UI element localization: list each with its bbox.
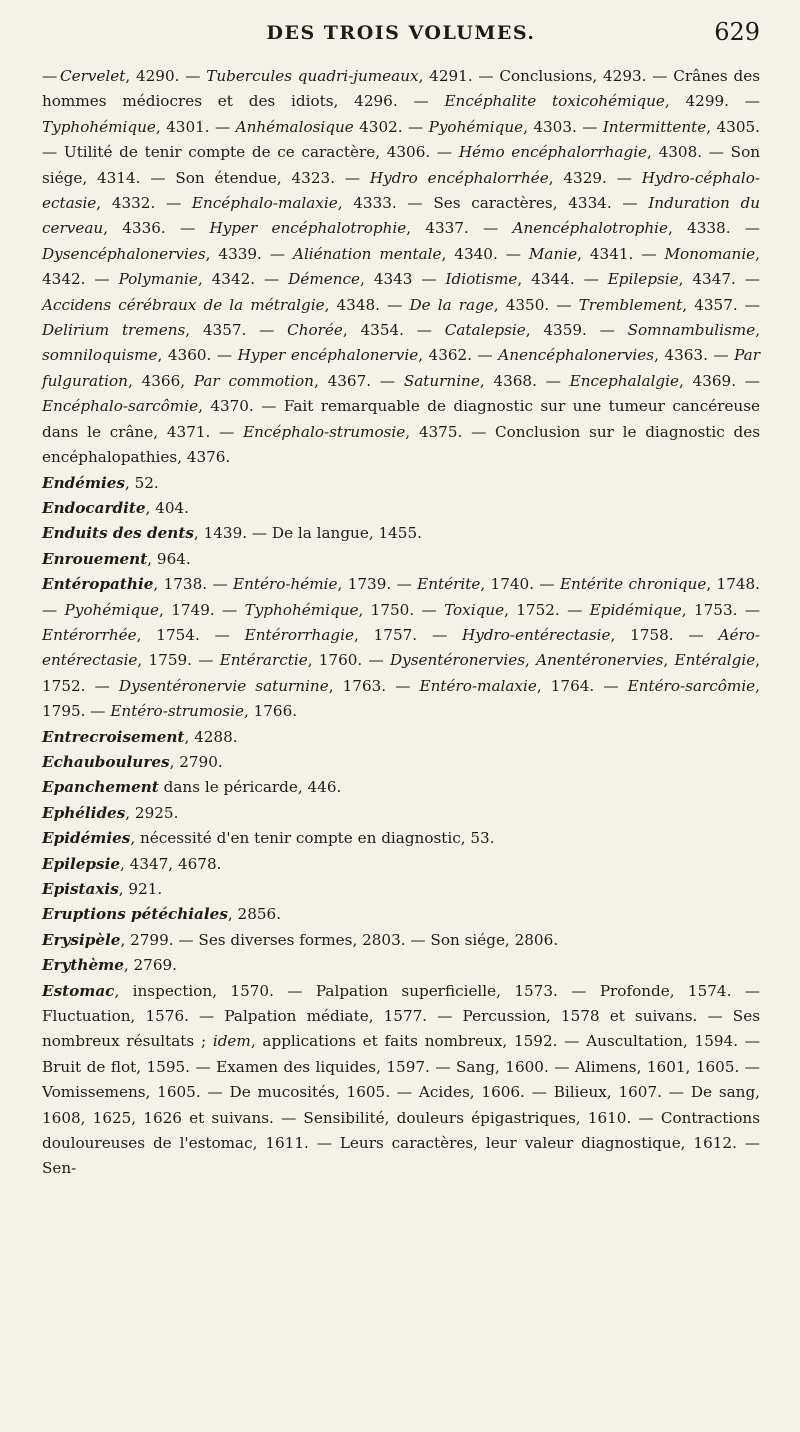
entry-subterm: Saturnine — [403, 371, 480, 390]
entry-text: , 1766. — [243, 702, 298, 721]
entry-headword: Echauboulures — [42, 752, 170, 771]
entry-subterm: idem — [212, 1032, 251, 1051]
entry-subterm: Polymanie — [118, 270, 198, 289]
entry-headword: Estomac — [42, 981, 115, 1000]
index-entry — [42, 801, 760, 826]
entry-text: , 1795. — — [42, 676, 760, 721]
entry-text: , — [755, 321, 761, 340]
index-entry — [42, 471, 760, 496]
entry-text: , 1757. — — [353, 625, 462, 644]
page-header — [42, 0, 760, 64]
entry-headword: Enduits des dents — [42, 524, 194, 543]
entry-text: , 4344. — — [517, 270, 608, 289]
entry-text: , 1752. — — [504, 600, 590, 619]
entry-subterm: Hémo encéphalorrhagie — [458, 143, 648, 162]
entry-subterm: Typhohémique — [42, 117, 156, 136]
entry-subterm: Toxique — [444, 600, 505, 619]
index-entry — [42, 826, 760, 851]
index-entry — [42, 852, 760, 877]
entry-text: , 4339. — — [205, 244, 293, 263]
entry-subterm: Dysentéronervies — [389, 651, 526, 670]
entry-subterm: Accidens cérébraux de la métralgie — [42, 295, 325, 314]
entry-text: , 4368. — — [479, 371, 570, 390]
entry-text: , 1764. — — [536, 676, 628, 695]
entry-text: , 1752. — — [42, 651, 761, 695]
entry-subterm: Idiotisme — [445, 270, 518, 289]
entry-subterm: Epilepsie — [607, 270, 679, 289]
entry-text: , 4348. — — [324, 295, 410, 314]
entry-text: , 1763. — — [328, 676, 420, 695]
entry-text: , 1760. — — [307, 651, 390, 670]
entry-text: , — [663, 651, 675, 670]
entry-subterm: Pyohémique — [428, 117, 524, 136]
index-entry — [42, 572, 760, 724]
index-entry — [42, 521, 760, 546]
entry-text: , 4360. — — [157, 346, 238, 365]
entry-text: , 2769. — [123, 956, 177, 975]
entry-text: , 4342. — — [42, 244, 760, 289]
entry-text: , — [525, 651, 537, 670]
entry-subterm: Cervelet — [60, 67, 126, 85]
entry-subterm: Aéro-entérectasie — [42, 625, 760, 670]
entry-subterm: Encéphalite toxicohémique — [444, 92, 665, 111]
entry-text: , nécessité d'en tenir compte en diagnostic, 53. — [130, 829, 495, 848]
index-entry — [42, 750, 760, 775]
entry-text: , 1758. — — [610, 625, 719, 644]
entry-subterm: Entéro-hémie — [233, 575, 338, 594]
index-entry — [42, 496, 760, 521]
entry-text: , 4291. — Conclusions, 4293. — Crânes des hommes médiocres et des idiots, 4296. — — [42, 67, 760, 111]
entry-text: , 4354. — — [342, 321, 445, 340]
entry-subterm: Entérite chronique — [559, 575, 707, 594]
continuation-dash: — — [42, 67, 58, 85]
index-entry — [42, 928, 760, 953]
entry-subterm: Anhémalosique — [235, 117, 354, 136]
entry-subterm: Hyper encéphalotrophie — [209, 219, 407, 238]
entry-text: , 1748. — — [42, 575, 761, 619]
entry-text: , 1754. — — [136, 625, 245, 644]
index-entry — [42, 953, 760, 978]
entry-text: , 4357. — — [682, 295, 760, 314]
entry-subterm: Démence — [288, 270, 361, 289]
entry-text: , 964. — [147, 549, 191, 568]
entry-subterm: Dysencéphalonervies — [42, 244, 206, 263]
entry-text: , 4369. — — [678, 371, 760, 390]
entry-text: , 4288. — [184, 727, 238, 746]
entry-text: , 2799. — Ses diverses formes, 2803. — Son siége, 2806. — [120, 930, 559, 949]
entry-headword: Entrecroisement — [42, 727, 185, 746]
entry-text: , 4301. — — [155, 117, 236, 136]
index-entry — [42, 725, 760, 750]
index-entry — [42, 979, 760, 1182]
entry-subterm: Somnambulisme — [627, 321, 756, 340]
entry-headword: Erythème — [42, 956, 124, 975]
entry-subterm: Entéro-sarcômie — [627, 676, 756, 695]
index-entry — [42, 877, 760, 902]
entry-text: , 4343 — — [360, 270, 446, 289]
entry-subterm: Manie — [528, 244, 578, 263]
entry-text: , 4303. — — [523, 117, 603, 136]
entry-text: , 4299. — — [664, 92, 760, 111]
entry-subterm: Pyohémique — [64, 600, 160, 619]
entry-subterm: Intermittente — [602, 117, 707, 136]
entry-subterm: Hyper encéphalonervie — [237, 346, 419, 365]
page-number: 629 — [714, 18, 760, 46]
entry-subterm: Par commotion — [193, 371, 314, 390]
entry-text: dans le péricarde, 446. — [158, 778, 342, 797]
entry-subterm: Entérarctie — [219, 651, 308, 670]
index-entry — [42, 775, 760, 800]
entry-subterm: De la rage — [409, 295, 494, 314]
entry-subterm: Aliénation mentale — [292, 244, 442, 263]
entry-text: , 4359. — — [525, 321, 628, 340]
entry-headword: Endémies — [42, 473, 125, 492]
entry-subterm: Encéphalo-strumosie — [243, 422, 406, 441]
entry-subterm: Encéphalo-sarcômie — [42, 397, 199, 416]
entry-text: , 4337. — — [406, 219, 513, 238]
entry-text: , 4305. — Utilité de tenir compte de ce caractère, 4306. — — [42, 117, 760, 162]
entry-subterm: Entéro-malaxie — [419, 676, 537, 695]
entry-headword: Epidémies — [42, 829, 131, 848]
entry-subterm: Anencéphalonervies — [498, 346, 655, 365]
entry-text: , 4362. — — [418, 346, 499, 365]
index-entry — [42, 902, 760, 927]
entry-headword: Endocardite — [42, 498, 146, 517]
entry-subterm: Epidémique — [589, 600, 682, 619]
entry-headword: Epistaxis — [42, 880, 119, 898]
entry-headword: Epilepsie — [42, 854, 120, 873]
entry-subterm: Monomanie — [664, 244, 756, 263]
entry-subterm: Encéphalo-malaxie — [191, 194, 338, 213]
entry-subterm: Typhohémique — [244, 600, 359, 619]
entry-text: , 4350. — — [493, 295, 579, 314]
entry-text: , 4290. — — [125, 67, 207, 85]
entry-text: , 4333. — Ses caractères, 4334. — — [337, 194, 649, 213]
entry-text: , 1739. — — [337, 575, 418, 594]
entry-text: , 921. — [118, 880, 163, 898]
entry-headword: Entéropathie — [42, 575, 154, 594]
entry-text: , 4341. — — [577, 244, 665, 263]
index-entry — [42, 64, 760, 471]
entry-text: , inspection, 1570. — Palpation superficielle, 1573. — Profonde, 1574. — Fluctuation, 1576. — Palpation médiate, 1577. — Percussion, 1578 et suivans. — Ses nombreux résultats ; — [42, 981, 760, 1051]
entry-text: , 4366, — [127, 371, 194, 390]
entry-text: , 4370. — Fait remarquable de diagnostic sur une tumeur cancéreuse dans le crâne, 4371. — — [42, 397, 760, 441]
entry-text: , 4340. — — [441, 244, 529, 263]
entry-subterm: Hydro-entérectasie — [461, 625, 611, 644]
entry-text: , 4347, 4678. — [120, 854, 222, 873]
entry-headword: Ephélides — [42, 803, 126, 822]
entry-text: , 4308. — Son siége, 4314. — Son étendue, 4323. — — [42, 143, 760, 187]
entry-subterm: Delirium tremens — [42, 321, 186, 340]
entry-text: , applications et faits nombreux, 1592. — Auscultation, 1594. — Bruit de flot, 1595. — Examen des liquides, 1597. — Sang, 1600. — Alimens, 1601, 1605. — Vomissemens, 1605. — De mucosités, 1605. — Acides, 1606. — Bilieux, 1607. — De sang, 1608, 1625, 1626 et suivans. — Sensibilité, douleurs épigastriques, 1610. — Contractions douloureuses de l'estomac, 1611. — Leurs caractères, leur valeur diagnostique, 1612. — Sen- — [42, 1032, 760, 1178]
entry-text: , 2790. — [169, 752, 223, 771]
entry-text: , 4347. — — [678, 270, 760, 289]
entry-subterm: Entéralgie — [674, 651, 756, 670]
entry-subterm: Catalepsie — [444, 321, 526, 340]
entry-text: , 1749. — — [159, 600, 245, 619]
entry-subterm: Entérorrhagie — [244, 625, 354, 644]
entry-subterm: Induration du cerveau — [42, 194, 760, 238]
entry-text: , 4363. — — [654, 346, 735, 365]
entry-subterm: somniloquisme — [42, 346, 158, 365]
entry-text: , 4338. — — [667, 219, 760, 238]
entry-subterm: Chorée — [287, 321, 343, 340]
entry-text: , 1738. — — [153, 575, 234, 594]
entry-subterm: Dysentéronervie saturnine — [118, 676, 329, 695]
entry-text: , 4375. — Conclusion sur le diagnostic des encéphalopathies, 4376. — [42, 422, 761, 467]
entry-subterm: Entérorrhée — [42, 625, 137, 644]
entry-subterm: Entérite — [417, 575, 481, 594]
running-title: DES TROIS VOLUMES. — [266, 22, 536, 44]
entry-text: , 4336. — — [103, 219, 210, 238]
entry-text: , 4342. — — [197, 270, 289, 289]
entry-subterm: Anentéronervies — [536, 651, 664, 670]
index-entry — [42, 547, 760, 572]
entry-subterm: Tubercules quadri-jumeaux — [206, 67, 419, 85]
entry-headword: Erysipèle — [42, 930, 121, 949]
entry-text: , 1439. — De la langue, 1455. — [193, 524, 422, 543]
entry-subterm: Tremblement — [578, 295, 683, 314]
entry-text: , 1750. — — [358, 600, 445, 619]
entry-text: , 2925. — [125, 803, 179, 822]
index-column — [42, 64, 760, 1182]
entry-text: , 4332. — — [96, 194, 192, 213]
entry-text: , 4357. — — [185, 321, 288, 340]
entry-subterm: Par fulguration — [42, 346, 760, 390]
entry-subterm: Hydro encéphalorrhée — [369, 168, 549, 187]
entry-subterm: Hydro-céphalo-ectasie — [42, 168, 761, 213]
entry-subterm: Entéro-strumosie — [110, 702, 244, 721]
entry-text: , 4367. — — [313, 371, 404, 390]
entry-text: , 1740. — — [480, 575, 560, 594]
entry-headword: Eruptions pétéchiales — [42, 905, 228, 924]
entry-text: 4302. — — [353, 117, 429, 136]
entry-text: , 2856. — [227, 905, 282, 924]
entry-text: , 4329. — — [548, 168, 642, 187]
entry-subterm: Encephalalgie — [569, 371, 679, 390]
entry-text: , 404. — [145, 498, 190, 517]
entry-text: , 1753. — — [681, 600, 761, 619]
entry-text: , 1759. — — [137, 651, 220, 670]
entry-subterm: Anencéphalotrophie — [512, 219, 668, 238]
entry-headword: Enrouement — [42, 549, 148, 568]
entry-headword: Epanchement — [42, 778, 159, 797]
entry-text: , 52. — [124, 473, 159, 492]
